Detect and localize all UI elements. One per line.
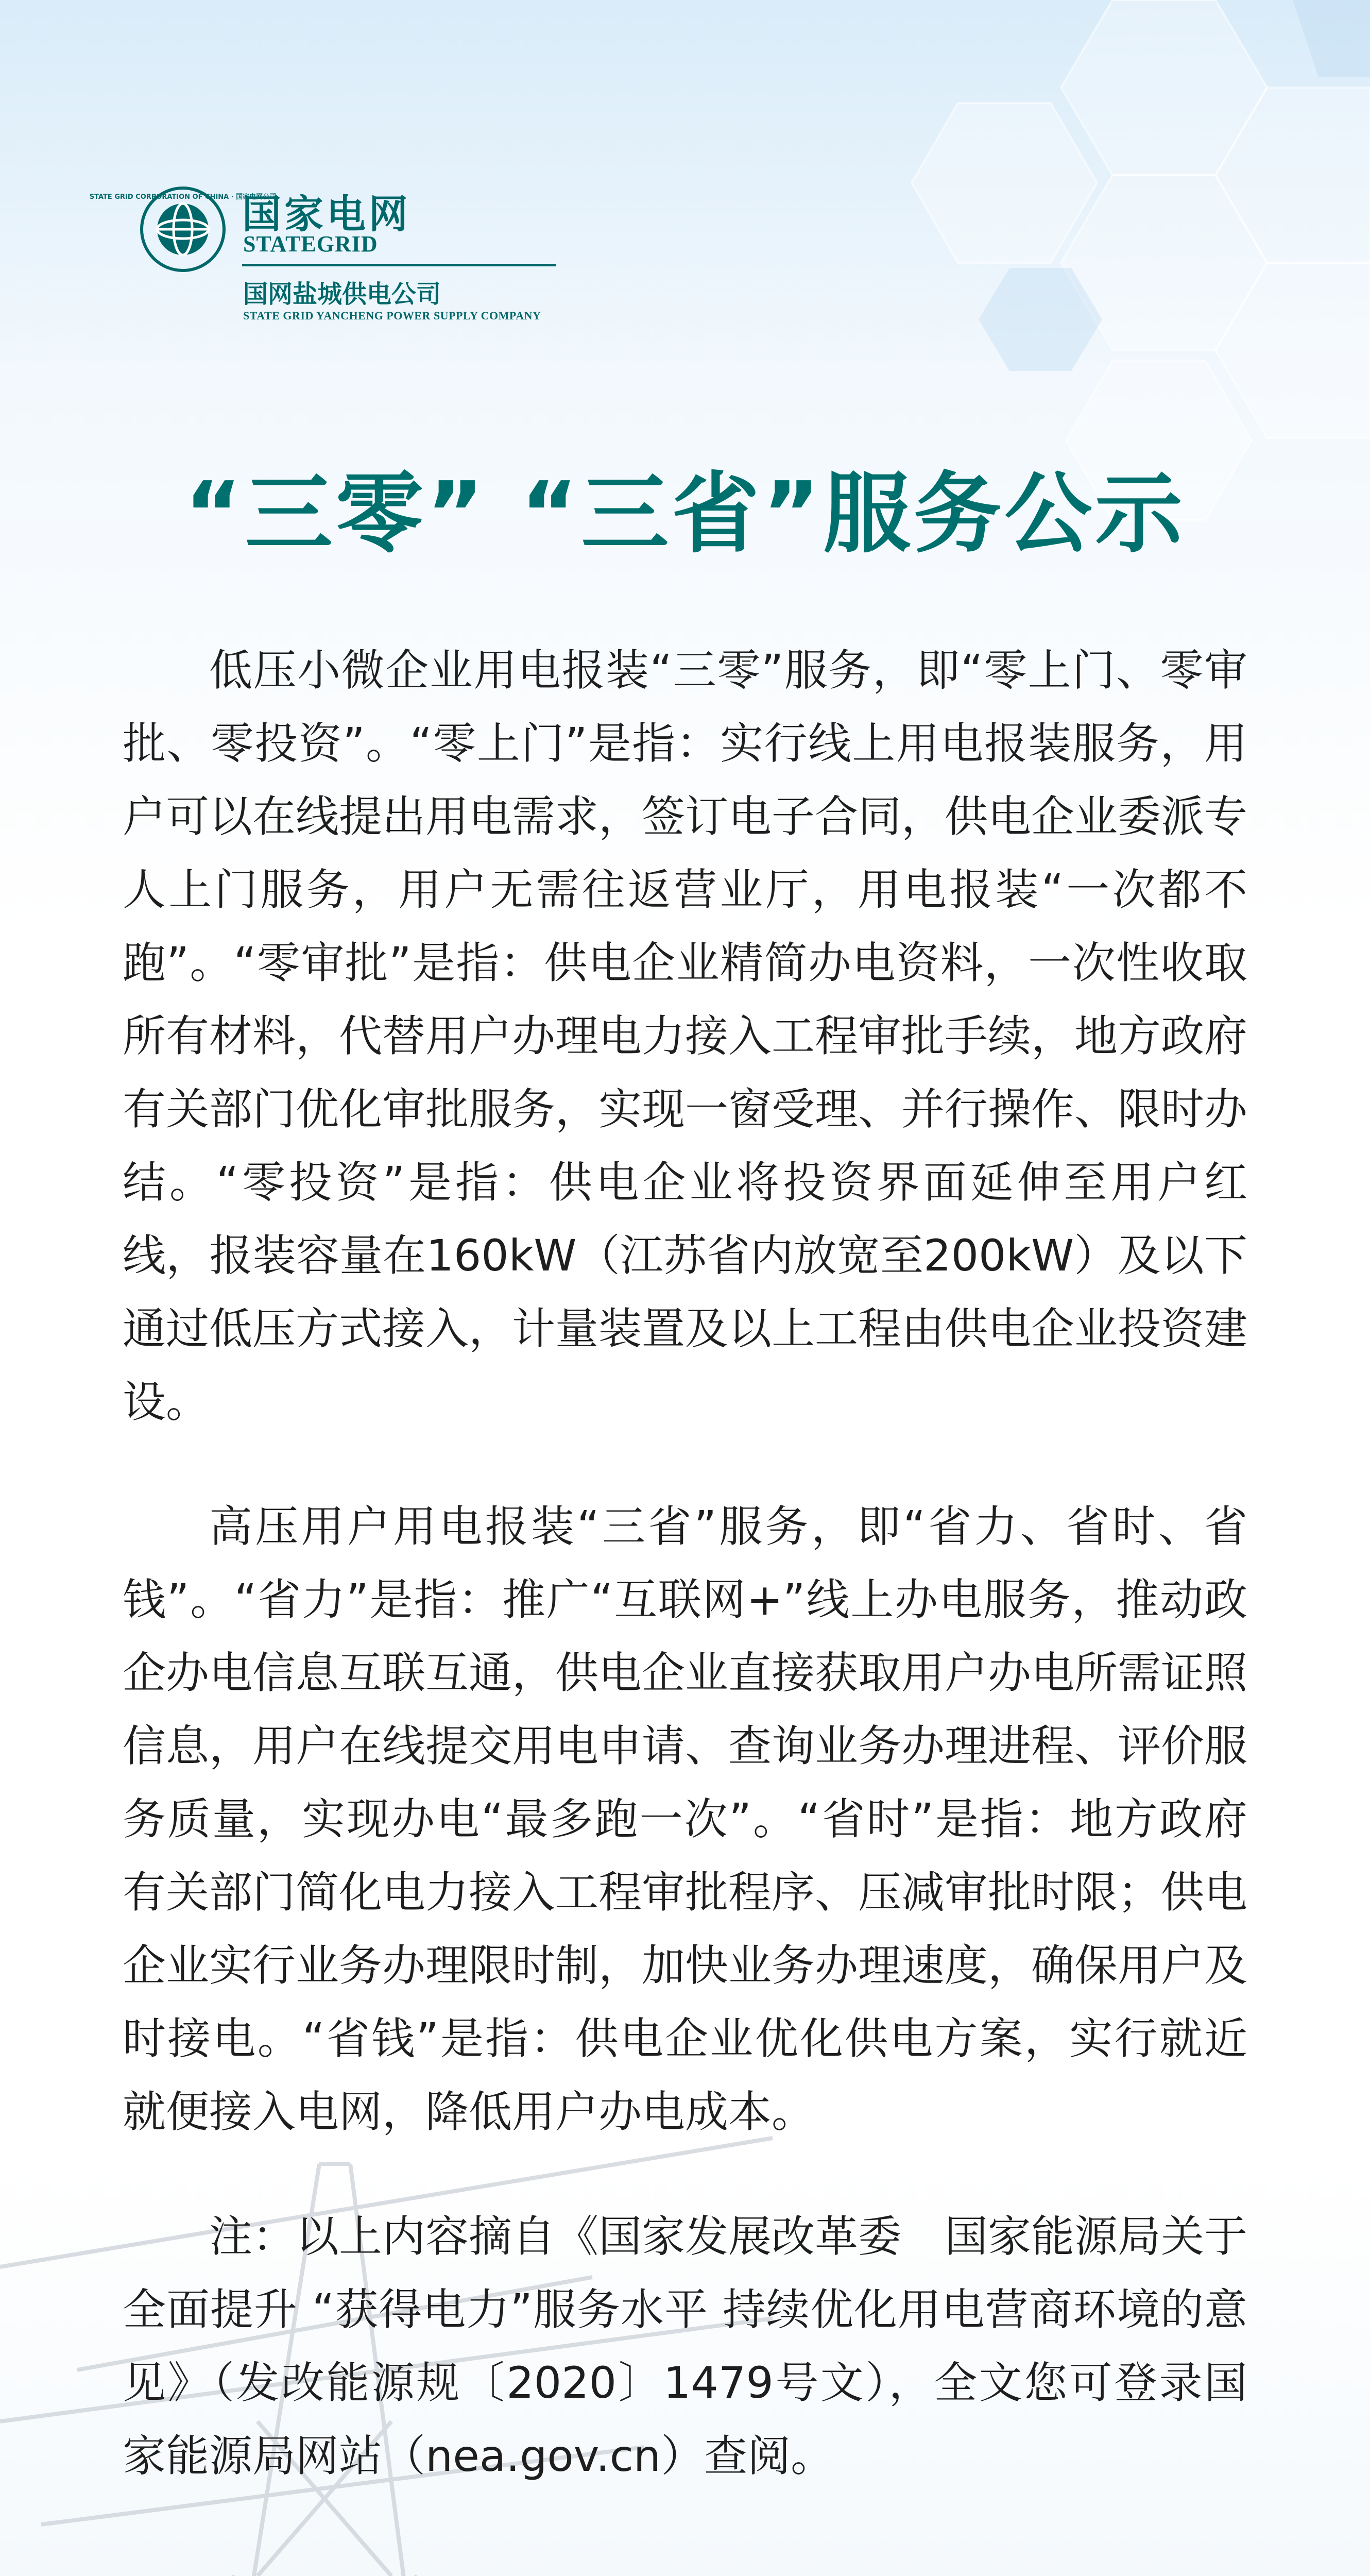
logo-name-cn: 国家电网 [242,191,411,237]
paragraph-three-zero: 低压小微企业用电报装“三零”服务，即“零上门、零审批、零投资”。“零上门”是指：实行线上用电报装服务，用户可以在线提出用电需求，签订电子合同，供电企业委派专人上门服务，用户无需往返营业厅，用电报装“一次都不跑”。“零审批”是指：供电企业精简办电资料，一次性收取所有材料，代替用户办理电力接入工程审批手续，地方政府有关部门优化审批服务，实现一窗受理、并行操作、限时办结。“零投资”是指：供电企业将投资界面延伸至用户红线，报装容量在160kW（江苏省内放宽至200kW）及以下通过低压方式接入，计量装置及以上工程由供电企业投资建设。 [123,645,1248,1427]
notice-body [123,634,1247,2493]
paragraph-three-save: 高压用户用电报装“三省”服务，即“省力、省时、省钱”。“省力”是指：推广“互联网+”线上办电服务，推动政企办电信息互联互通，供电企业直接获取用户办电所需证照信息，用户在线提交用电申请、查询业务办理进程、评价服务质量，实现办电“最多跑一次”。“省时”是指：地方政府有关部门简化电力接入工程审批程序、压减审批时限；供电企业实行业务办理限时制，加快业务办理速度，确保用户及时接电。“省钱”是指：供电企业优化供电方案，实行就近就便接入电网，降低用户办电成本。 [123,1501,1248,2137]
state-grid-emblem-icon [89,185,277,273]
emblem-text: STATE GRID CORPORATION OF CHINA · 国家电网公司 [89,193,277,201]
page-title: “三零” “三省”服务公示 [184,463,1186,565]
logo-divider [242,264,556,266]
hexagon-pattern-background [649,0,1370,721]
logo-company-cn: 国网盐城供电公司 [243,280,441,309]
logo-name-en: STATEGRID [243,231,378,257]
paragraph-note: 注：以上内容摘自《国家发展改革委 国家能源局关于全面提升 “获得电力”服务水平 持续优化用电营商环境的意见》（发改能源规〔2020〕1479号文），全文您可登录国家能源局网站（nea.gov.cn）查阅。 [123,2211,1248,2481]
logo-company-en: STATE GRID YANCHENG POWER SUPPLY COMPANY [243,309,541,322]
